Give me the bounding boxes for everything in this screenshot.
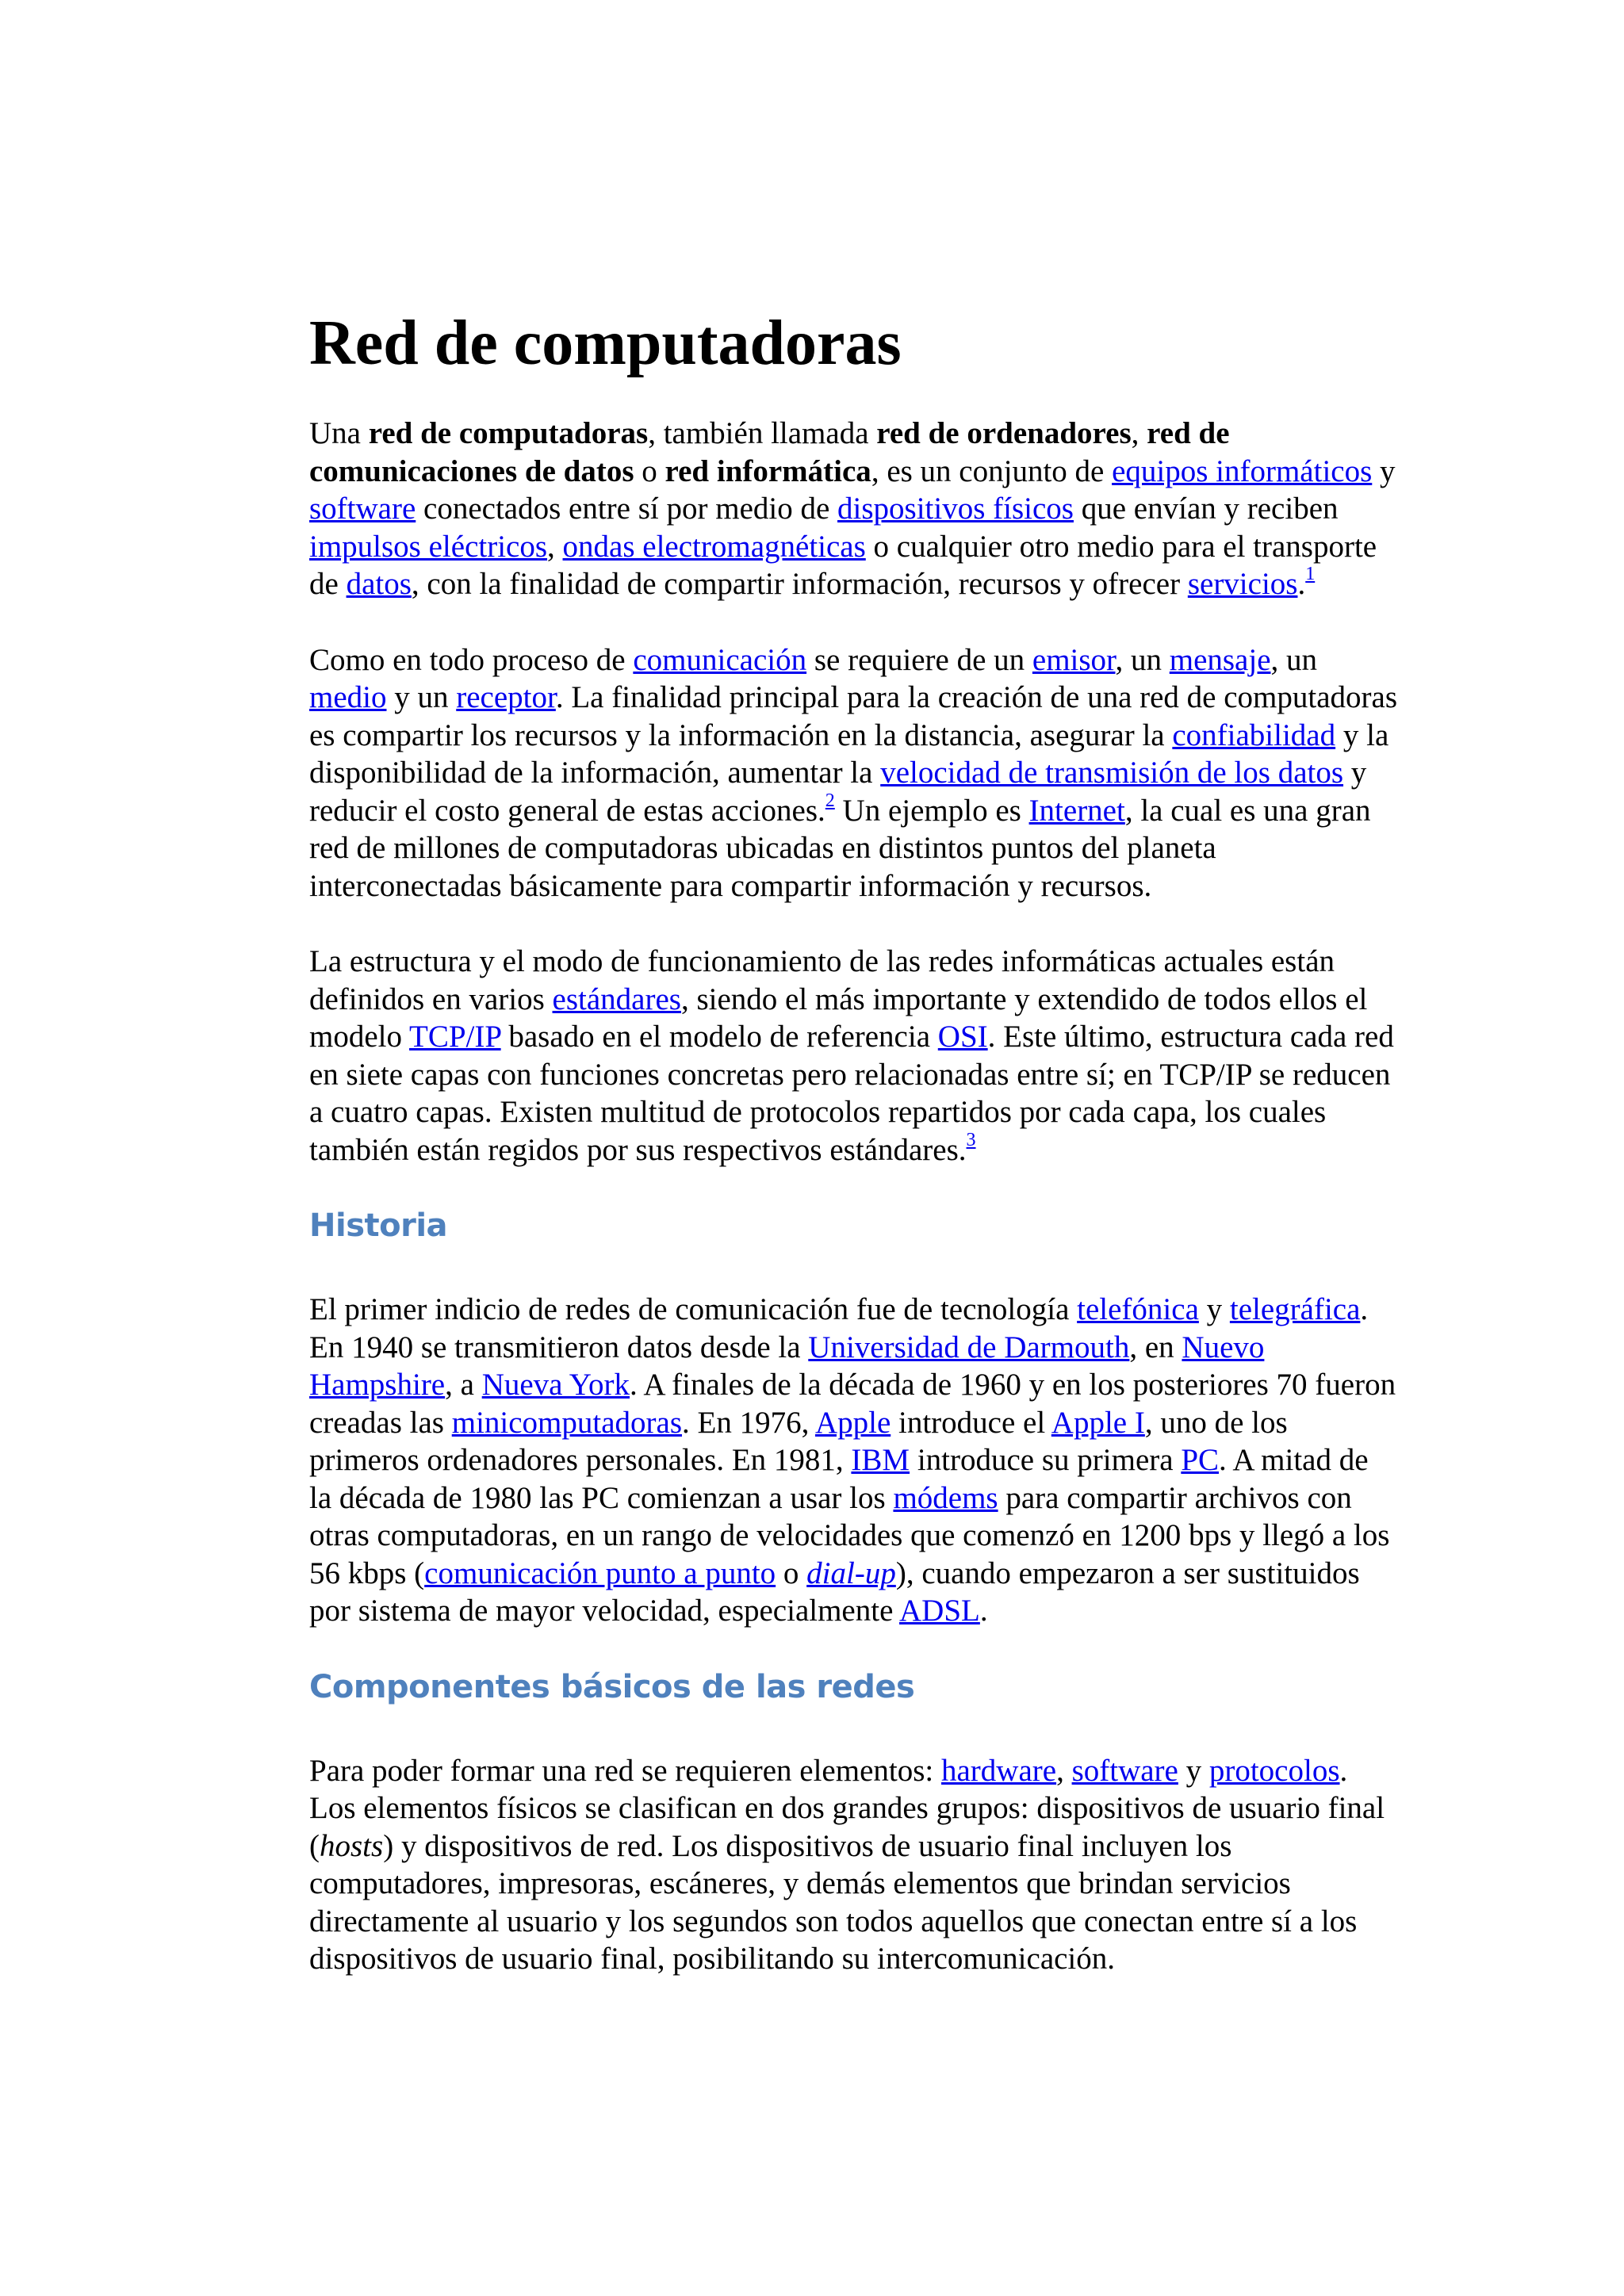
- link-velocidad-transmision[interactable]: velocidad de transmisión de los datos: [880, 756, 1344, 790]
- link-estandares[interactable]: estándares: [552, 982, 681, 1016]
- link-universidad-darmouth[interactable]: Universidad de Darmouth: [808, 1330, 1130, 1364]
- link-minicomputadoras[interactable]: minicomputadoras: [451, 1405, 683, 1440]
- article-body: [309, 305, 1397, 2016]
- section-heading-historia: Historia: [309, 1207, 448, 1244]
- footnote-link-2[interactable]: 2: [825, 790, 835, 811]
- link-osi[interactable]: OSI: [937, 1020, 988, 1054]
- paragraph-communication: Como en todo proceso de comunicación se requiere de un emisor, un mensaje, un medio y un receptor. La finalidad principal para la creación de una red de computadoras es compartir los recursos y la información en la distancia, asegurar la confiabilidad y la disponibilidad de la información, aumentar la velocidad de transmisión de los datos y reducir el costo general de estas acciones.$^2$ Un ejemplo es Internet, la cual es una gran red de millones de computadoras ubicadas en distintos puntos del planeta interconectadas básicamente para compartir información y recursos.: [309, 642, 1397, 903]
- link-nueva-york[interactable]: Nueva York: [481, 1368, 630, 1402]
- bold-term: red de comunicaciones de datos: [309, 416, 1230, 488]
- link-telegrafica[interactable]: telegráfica: [1229, 1292, 1361, 1326]
- footnote-ref: [967, 1130, 976, 1150]
- footnote-ref: [1305, 564, 1315, 584]
- bold-term: red de computadoras: [368, 416, 649, 450]
- bold-term: red de ordenadores: [876, 416, 1132, 450]
- link-ibm[interactable]: IBM: [851, 1443, 910, 1477]
- link-dial-up[interactable]: dial-up: [806, 1556, 896, 1590]
- section-heading-componentes: Componentes básicos de las redes: [309, 1668, 915, 1705]
- paragraph-history: El primer indicio de redes de comunicación fue de tecnología telefónica y telegráfica. En 1940 se transmitieron datos desde la Universidad de Darmouth, en Nuevo Hampshire, a Nueva York. A finales de la década de 1960 y en los posteriores 70 fueron creadas las minicomputadoras. En 1976, Apple introduce el Apple I, uno de los primeros ordenadores personales. En 1981, IBM introduce su primera PC. A mitad de la década de 1980 las PC comienzan a usar los módems para compartir archivos con otras computadoras, en un rango de velocidades que comenzó en 1200 bps y llegó a los 56 kbps (comunicación punto a punto o dial-up), cuando empezaron a ser sustituidos por sistema de mayor velocidad, especialmente ADSL.: [309, 1292, 1396, 1628]
- link-emisor[interactable]: emisor: [1032, 642, 1116, 677]
- link-equipos-informaticos[interactable]: equipos informáticos: [1112, 453, 1373, 488]
- link-modems[interactable]: módems: [893, 1480, 998, 1515]
- link-software-2[interactable]: software: [1071, 1753, 1178, 1788]
- link-hardware[interactable]: hardware: [941, 1753, 1057, 1788]
- link-comunicacion[interactable]: comunicación: [633, 642, 807, 677]
- page-title: Red de computadoras: [309, 308, 902, 378]
- link-apple[interactable]: Apple: [814, 1405, 891, 1440]
- footnote-link-1[interactable]: 1: [1305, 564, 1316, 584]
- link-tcp-ip[interactable]: TCP/IP: [409, 1020, 501, 1054]
- link-servicios[interactable]: servicios: [1187, 567, 1298, 601]
- italic-term: hosts: [320, 1828, 384, 1863]
- paragraph-components: Para poder formar una red se requieren elementos: hardware, software y protocolos. Los elementos físicos se clasifican en dos grandes grupos: dispositivos de usuario final (hosts) y dispositivos de red. Los dispositivos de usuario final incluyen los computadores, impresoras, escáneres, y demás elementos que brindan servicios directamente al usuario y los segundos son todos aquellos que conectan entre sí a los dispositivos de usuario final, posibilitando su intercomunicación.: [309, 1753, 1385, 1976]
- link-telefonica[interactable]: telefónica: [1077, 1292, 1199, 1326]
- footnote-link-3[interactable]: 3: [966, 1129, 976, 1150]
- paragraph-intro: Una red de computadoras, también llamada red de ordenadores, red de comunicaciones de datos o red informática, es un conjunto de equipos informáticos y software conectados entre sí por medio de dispositivos físicos que envían y reciben impulsos eléctricos, ondas electromagnéticas o cualquier otro medio para el transporte de datos, con la finalidad de compartir información, recursos y ofrecer servicios.$^1$: [309, 416, 1396, 601]
- link-ondas-electromagneticas[interactable]: ondas electromagnéticas: [562, 529, 866, 564]
- link-comunicacion-punto-a-punto[interactable]: comunicación punto a punto: [424, 1556, 776, 1590]
- link-nuevo-hampshire[interactable]: Nuevo Hampshire: [309, 1330, 1265, 1402]
- link-adsl[interactable]: ADSL: [899, 1594, 980, 1628]
- link-dispositivos-fisicos[interactable]: dispositivos físicos: [837, 492, 1074, 526]
- link-internet[interactable]: Internet: [1028, 793, 1125, 828]
- link-datos[interactable]: datos: [346, 567, 412, 601]
- link-confiabilidad[interactable]: confiabilidad: [1172, 718, 1336, 752]
- bold-term: red informática: [665, 453, 871, 488]
- link-software[interactable]: software: [309, 492, 416, 526]
- link-medio[interactable]: medio: [309, 680, 387, 714]
- link-pc[interactable]: PC: [1181, 1443, 1220, 1477]
- footnote-ref: [825, 790, 835, 811]
- link-apple-i[interactable]: Apple I: [1051, 1405, 1145, 1440]
- link-protocolos[interactable]: protocolos: [1208, 1753, 1340, 1788]
- link-receptor[interactable]: receptor: [456, 680, 556, 714]
- link-impulsos-electricos[interactable]: impulsos eléctricos: [309, 529, 548, 564]
- link-mensaje[interactable]: mensaje: [1169, 642, 1271, 677]
- paragraph-structure: La estructura y el modo de funcionamiento de las redes informáticas actuales están definidos en varios estándares, siendo el más importante y extendido de todos ellos el modelo TCP/IP basado en el modelo de referencia OSI. Este último, estructura cada red en siete capas con funciones concretas pero relacionadas entre sí; en TCP/IP se reducen a cuatro capas. Existen multitud de protocolos repartidos por cada capa, los cuales también están regidos por sus respectivos estándares.$^3$: [309, 944, 1394, 1167]
